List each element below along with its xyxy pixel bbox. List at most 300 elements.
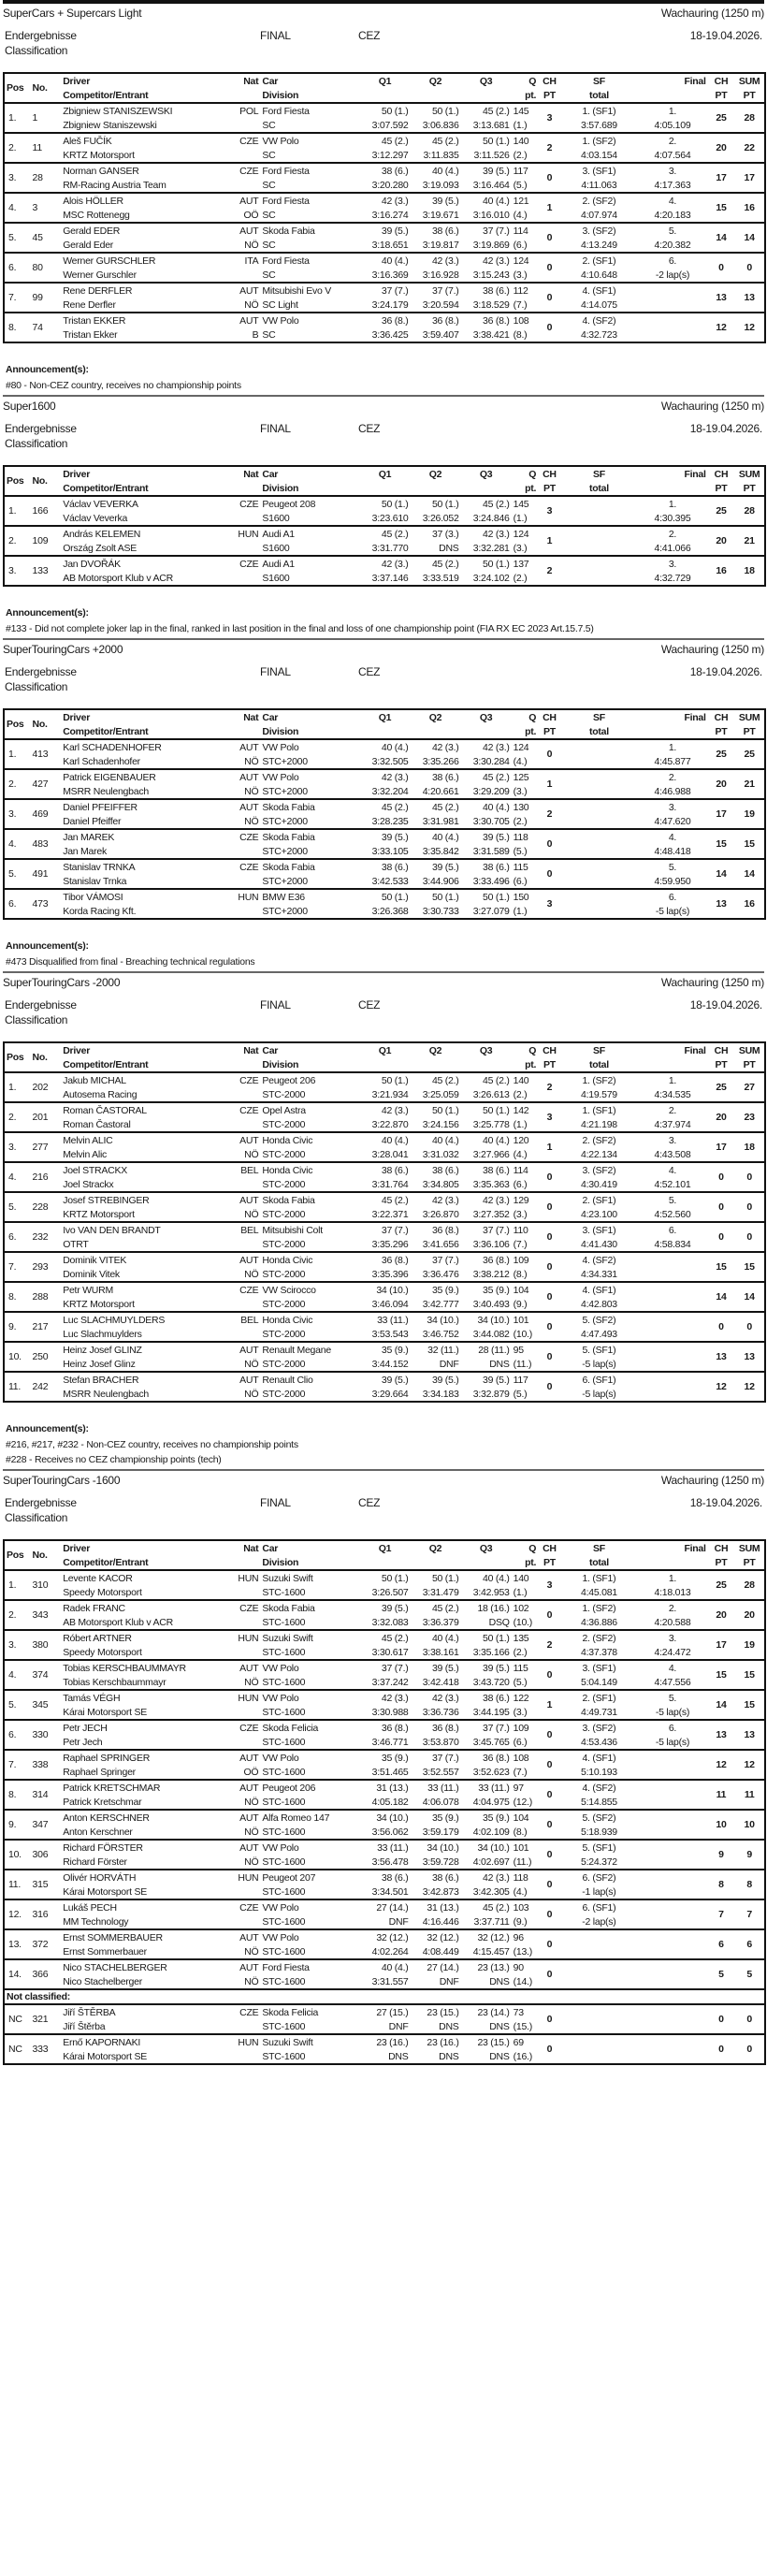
championship-points: 6 — [718, 1939, 724, 1950]
ch-q-points: 0 — [546, 172, 553, 183]
announcement-title: Announcement(s): — [6, 607, 89, 619]
car-model: Opel Astra — [262, 1104, 306, 1116]
q1-time: 3:24.179 — [371, 298, 409, 311]
q2-time: 3:11.835 — [423, 149, 459, 161]
car-number: 80 — [32, 262, 43, 273]
nationality: AUT — [239, 1254, 259, 1266]
label-de: Endergebnisse — [5, 665, 77, 678]
nationality: CZE — [239, 498, 259, 510]
announcements — [6, 607, 764, 634]
q3-points: 42 (3.) — [483, 1871, 510, 1884]
driver-name: Radek FRANC — [63, 1602, 125, 1614]
driver-name: Raphael SPRINGER — [63, 1752, 151, 1764]
final-position: 6. — [668, 1722, 677, 1734]
ch-q-points: 0 — [546, 2014, 553, 2025]
q2-time: 3:26.870 — [422, 1208, 459, 1220]
q2-time: 3:41.656 — [422, 1238, 459, 1250]
sum-points: 28 — [744, 1579, 755, 1591]
class-section — [0, 395, 767, 634]
class-title: SuperTouringCars -2000 — [3, 976, 121, 989]
q3-time: 3:26.613 — [472, 1088, 510, 1100]
q2-time: 3:59.728 — [422, 1856, 459, 1868]
table-row — [4, 1690, 765, 1720]
ch-q-points: 0 — [546, 1381, 553, 1392]
class-title: Super1600 — [3, 400, 56, 413]
q1-points: 45 (2.) — [381, 528, 409, 540]
q3-points: 33 (11.) — [478, 1782, 510, 1794]
q2-time: 3:52.557 — [422, 1766, 459, 1778]
division: STC-2000 — [262, 1388, 306, 1400]
driver-name: Norman GANSER — [63, 165, 139, 177]
q2-time: 3:34.183 — [422, 1388, 459, 1400]
region — [229, 118, 261, 133]
division: STC+2000 — [262, 905, 308, 917]
q3-time: 3:42.953 — [472, 1586, 510, 1598]
section-header — [3, 640, 764, 659]
class-title: SuperCars + Supercars Light — [3, 7, 142, 20]
col-pos: Pos — [7, 1052, 24, 1063]
nationality: CZE — [239, 1722, 259, 1734]
event-date: 18-19.04.2026. — [689, 665, 762, 678]
stage: FINAL — [260, 29, 291, 42]
col-car: Car — [262, 1044, 279, 1056]
q2-time: 3:31.479 — [422, 1586, 459, 1598]
region — [229, 1615, 261, 1630]
q3-points: 40 (4.) — [483, 1134, 510, 1146]
col-nat: Nat — [243, 1542, 259, 1554]
label-en: Classification — [5, 1013, 68, 1026]
sf-result: 1. (SF2) — [582, 1602, 616, 1614]
col-nat: Nat — [243, 711, 259, 723]
q2-time: 3:38.161 — [422, 1646, 459, 1658]
q3-points: 45 (2.) — [483, 498, 510, 510]
competitor-name: AB Motorsport Klub v ACR — [63, 1616, 173, 1628]
q1-time: 3:07.592 — [371, 119, 409, 131]
division: STC-1600 — [262, 1736, 306, 1748]
sf-result: 3. (SF1) — [582, 165, 616, 177]
championship-points: 0 — [718, 1321, 724, 1332]
table-row — [4, 1810, 765, 1840]
q-points-total: 109 — [513, 1722, 529, 1734]
q1-time: 3:37.242 — [371, 1676, 409, 1688]
sum-points: 0 — [746, 1231, 752, 1243]
driver-name: Lukáš PECH — [63, 1901, 117, 1914]
q-points-total: 124 — [513, 741, 529, 753]
sum-points: 16 — [744, 202, 755, 213]
results-table — [3, 1041, 766, 1403]
championship-points: 13 — [716, 1351, 727, 1362]
sf-result — [561, 2004, 638, 2019]
q2-time: 3:34.805 — [422, 1178, 459, 1190]
position: 3. — [8, 172, 17, 183]
sf-result — [561, 769, 638, 784]
series: CEZ — [358, 422, 381, 435]
col-no: No. — [32, 1052, 48, 1063]
competitor-name: Rene Derfler — [63, 298, 116, 311]
championship-points: 17 — [716, 172, 727, 183]
region: NÖ — [244, 1856, 259, 1868]
sum-points: 14 — [744, 1291, 755, 1303]
competitor-name: Ország Zsolt ASE — [63, 542, 137, 554]
championship-points: 20 — [716, 142, 727, 153]
col-sf-total: total — [561, 1555, 638, 1570]
car-number: 345 — [32, 1699, 49, 1710]
nationality: CZE — [239, 558, 259, 570]
driver-name: Ernst SOMMERBAUER — [63, 1931, 163, 1943]
q1-points: 40 (4.) — [381, 741, 409, 753]
region: NÖ — [244, 1826, 259, 1838]
not-classified-label: Not classified: — [4, 1989, 765, 2004]
car-model: Alfa Romeo 147 — [262, 1812, 330, 1824]
q3-time: 3:30.284 — [472, 755, 510, 767]
q3-time: 3:27.079 — [472, 905, 510, 917]
q-rank: (11.) — [513, 1856, 532, 1868]
sum-points: 25 — [744, 749, 755, 760]
q1-points: 50 (1.) — [381, 1572, 409, 1584]
q3-time: 3:25.778 — [472, 1118, 510, 1130]
q3-points: 40 (4.) — [483, 195, 510, 207]
region — [229, 1237, 261, 1252]
position: 8. — [8, 1789, 17, 1800]
q-rank: (8.) — [513, 328, 528, 341]
q3-time: 4:04.975 — [472, 1796, 510, 1808]
ch-q-points: 1 — [546, 535, 553, 546]
not-classified-header — [4, 1989, 765, 2004]
q3-time: 3:35.166 — [472, 1646, 510, 1658]
col-competitor: Competitor/Entrant — [61, 481, 229, 496]
driver-name: Tristan EKKER — [63, 314, 126, 327]
driver-name: Heinz Josef GLINZ — [63, 1344, 142, 1356]
division: STC-2000 — [262, 1268, 306, 1280]
region — [229, 844, 261, 859]
competitor-name: MSRR Neulengbach — [63, 1388, 149, 1400]
championship-points: 0 — [718, 2044, 724, 2055]
col-competitor: Competitor/Entrant — [61, 88, 229, 103]
col-competitor: Competitor/Entrant — [61, 724, 229, 739]
car-number: 166 — [32, 505, 49, 517]
col-sf: SF — [592, 1044, 605, 1056]
sf-time: 4:41.430 — [581, 1238, 617, 1250]
division: STC-2000 — [262, 1148, 306, 1160]
championship-points: 17 — [716, 1142, 727, 1153]
q3-points: 37 (7.) — [483, 1722, 510, 1734]
table-row — [4, 1072, 765, 1102]
car-model: BMW E36 — [262, 891, 305, 903]
driver-name: Jan MAREK — [63, 831, 115, 843]
results-table — [3, 708, 766, 920]
announcement-line: #133 - Did not complete joker lap in the final, ranked in last position in the final and loss of one championship point (FIA RX EC 2023 Art.15.7.5) — [6, 623, 594, 634]
final-time: 4:32.729 — [654, 572, 691, 584]
q1-time: 3:33.105 — [371, 845, 409, 857]
final-time: -5 lap(s) — [655, 1706, 690, 1718]
q2-time: 3:19.671 — [422, 209, 459, 221]
ch-q-points: 0 — [546, 1789, 553, 1800]
sf-time — [561, 2049, 638, 2064]
q2-points: 45 (2.) — [431, 1074, 459, 1086]
car-number: 99 — [32, 292, 43, 303]
sf-time — [561, 1974, 638, 1989]
q3-time: 3:44.082 — [472, 1328, 510, 1340]
car-model: Mitsubishi Evo V — [262, 284, 331, 297]
position: 13. — [8, 1939, 22, 1950]
q3-points: 50 (1.) — [483, 1632, 510, 1644]
division: STC-1600 — [262, 1676, 306, 1688]
car-model: Peugeot 206 — [262, 1782, 316, 1794]
sf-result: 3. (SF2) — [582, 1164, 616, 1176]
sf-time: 4:13.249 — [581, 239, 617, 251]
col-sf-total: total — [561, 88, 638, 103]
col-chpt-pt: PT — [708, 1555, 735, 1570]
q1-points: 23 (16.) — [376, 2036, 409, 2048]
q2-time: DNS — [439, 542, 459, 554]
q2-points: 34 (10.) — [427, 1314, 459, 1326]
q2-time: 3:35.842 — [422, 845, 459, 857]
q3-points: 23 (14.) — [477, 2006, 510, 2018]
q-rank: (1.) — [513, 1586, 528, 1598]
q1-points: 38 (6.) — [381, 861, 409, 873]
q2-time: 3:59.179 — [422, 1826, 459, 1838]
col-q2: Q2 — [428, 75, 442, 87]
sf-result: 4. (SF1) — [582, 1284, 616, 1296]
q1-points: 34 (10.) — [376, 1812, 409, 1824]
competitor-name: Autosema Racing — [63, 1088, 137, 1100]
q3-points: 32 (12.) — [477, 1931, 510, 1943]
sf-time — [561, 814, 638, 829]
car-number: 109 — [32, 535, 49, 546]
final-position — [637, 313, 707, 327]
table-row — [4, 1252, 765, 1282]
competitor-name: Daniel Pfeiffer — [63, 815, 122, 827]
competitor-name: Tobias Kerschbaummayr — [63, 1676, 166, 1688]
final-position — [637, 1750, 707, 1765]
col-final: Final — [684, 468, 706, 480]
q3-time: 3:32.281 — [472, 542, 510, 554]
championship-points: 12 — [716, 322, 727, 333]
q-points-total: 96 — [513, 1931, 524, 1943]
q3-time: 3:31.589 — [472, 845, 510, 857]
competitor-name: AB Motorsport Klub v ACR — [63, 572, 173, 584]
region: NÖ — [244, 1975, 259, 1987]
driver-name: Jiří ŠTĚRBA — [63, 2006, 116, 2018]
car-number: 347 — [32, 1819, 49, 1830]
final-time — [637, 1267, 707, 1282]
q3-points: 18 (16.) — [477, 1602, 510, 1614]
q2-points: 45 (2.) — [431, 801, 459, 813]
position: 3. — [8, 808, 17, 820]
car-number: 277 — [32, 1142, 49, 1153]
results-table — [3, 1539, 766, 2065]
ch-q-points: 0 — [546, 1609, 553, 1621]
ch-q-points: 0 — [546, 262, 553, 273]
nationality: HUN — [238, 1692, 259, 1704]
region: NÖ — [244, 1268, 259, 1280]
col-pos: Pos — [7, 719, 24, 730]
q1-time: 4:02.264 — [371, 1945, 409, 1957]
division: SC — [262, 269, 276, 281]
car-model: VW Polo — [262, 1841, 299, 1854]
q1-points: 42 (3.) — [381, 771, 409, 783]
sf-result: 4. (SF2) — [582, 1254, 616, 1266]
q-points-total: 69 — [513, 2036, 524, 2048]
division: STC-1600 — [262, 2020, 306, 2032]
q3-points: 36 (8.) — [483, 1254, 510, 1266]
championship-points: 14 — [716, 1291, 727, 1303]
q2-points: 45 (2.) — [431, 135, 459, 147]
q3-points: 38 (6.) — [483, 1692, 510, 1704]
sf-result: 2. (SF1) — [582, 1692, 616, 1704]
position: 12. — [8, 1909, 22, 1920]
car-model: Honda Civic — [262, 1134, 313, 1146]
q3-time: 3:30.705 — [472, 815, 510, 827]
q-points-total: 140 — [513, 135, 529, 147]
championship-points: 20 — [716, 535, 727, 546]
q-points-total: 130 — [513, 801, 529, 813]
championship-points: 7 — [718, 1909, 724, 1920]
q1-time: 3:30.988 — [371, 1706, 409, 1718]
driver-name: Tibor VÁMOSI — [63, 891, 123, 903]
competitor-name: Jiří Štěrba — [63, 2020, 106, 2032]
sf-result: 2. (SF2) — [582, 1134, 616, 1146]
division: STC-1600 — [262, 1646, 306, 1658]
q1-time: 3:53.543 — [371, 1328, 409, 1340]
sf-time — [561, 754, 638, 769]
q3-points: 50 (1.) — [483, 558, 510, 570]
table-row — [4, 2034, 765, 2064]
division: STC+2000 — [262, 815, 308, 827]
col-ch: CH — [543, 1044, 557, 1056]
competitor-name: Raphael Springer — [63, 1766, 136, 1778]
table-row — [4, 1840, 765, 1870]
q2-time: DNF — [439, 1358, 459, 1370]
sf-time — [561, 1944, 638, 1959]
position: 14. — [8, 1969, 22, 1980]
sf-result — [561, 1959, 638, 1974]
sf-time: -5 lap(s) — [582, 1388, 616, 1400]
ch-q-points: 0 — [546, 1261, 553, 1273]
final-time — [637, 1855, 707, 1870]
q-rank: (3.) — [513, 785, 528, 797]
position: 6. — [8, 898, 17, 910]
driver-name: Alois HÖLLER — [63, 195, 123, 207]
q-rank: (3.) — [513, 269, 528, 281]
division: STC-1600 — [262, 1915, 306, 1928]
table-row — [4, 1192, 765, 1222]
position: 2. — [8, 535, 17, 546]
q-rank: (3.) — [513, 1208, 528, 1220]
final-time: -5 lap(s) — [655, 1736, 690, 1748]
car-model: Honda Civic — [262, 1314, 313, 1326]
col-q: Q — [528, 711, 537, 723]
col-q: Q — [528, 468, 537, 480]
position: 4. — [8, 202, 17, 213]
sum-points: 6 — [746, 1939, 752, 1950]
sf-result: 2. (SF2) — [582, 195, 616, 207]
driver-name: Jakub MICHAL — [63, 1074, 126, 1086]
stage: FINAL — [260, 998, 291, 1011]
competitor-name: Melvin Alic — [63, 1148, 108, 1160]
q-rank: (5.) — [513, 845, 528, 857]
q3-points: 45 (2.) — [483, 1074, 510, 1086]
championship-points: 25 — [716, 112, 727, 124]
championship-points: 25 — [716, 505, 727, 517]
col-nat: Nat — [243, 468, 259, 480]
q2-time: 3:31.032 — [422, 1148, 459, 1160]
nationality: AUT — [239, 741, 259, 753]
final-position — [637, 283, 707, 298]
nationality: HUN — [238, 1871, 259, 1884]
q1-points: 42 (3.) — [381, 1692, 409, 1704]
final-position — [637, 1282, 707, 1297]
section-subheader — [3, 415, 764, 435]
nationality: AUT — [239, 1344, 259, 1356]
car-model: Suzuki Swift — [262, 1632, 313, 1644]
q-points-total: 104 — [513, 1812, 529, 1824]
q2-points: 37 (3.) — [431, 528, 459, 540]
q3-points: 42 (3.) — [483, 741, 510, 753]
sf-result: 6. (SF2) — [582, 1871, 616, 1884]
col-ch-pt: PT — [538, 724, 560, 739]
car-model: Audi A1 — [262, 558, 295, 570]
car-number: 321 — [32, 2014, 49, 2025]
q-rank: (2.) — [513, 815, 528, 827]
table-row — [4, 163, 765, 193]
q-rank: (6.) — [513, 239, 528, 251]
label-de: Endergebnisse — [5, 422, 77, 435]
final-position — [637, 2034, 707, 2049]
position: 7. — [8, 1261, 17, 1273]
nationality: HUN — [238, 1632, 259, 1644]
championship-points: 15 — [716, 1261, 727, 1273]
final-position: 4. — [668, 195, 677, 207]
sum-points: 22 — [744, 142, 755, 153]
final-time: 4:41.066 — [654, 542, 691, 554]
col-q2: Q2 — [428, 1044, 442, 1056]
q-rank: (11.) — [513, 1358, 532, 1370]
ch-q-points: 0 — [546, 1849, 553, 1860]
final-time: 4:30.395 — [654, 512, 691, 524]
q-rank: (13.) — [513, 1945, 532, 1957]
region — [229, 1117, 261, 1132]
q2-points: 39 (5.) — [431, 195, 459, 207]
sum-points: 12 — [744, 322, 755, 333]
q1-time: 3:31.557 — [371, 1975, 409, 1987]
competitor-name: KRTZ Motorsport — [63, 1208, 135, 1220]
q3-time: 3:16.010 — [472, 209, 510, 221]
col-sf-total: total — [561, 481, 638, 496]
ch-q-points: 1 — [546, 779, 553, 790]
division: SC — [262, 328, 276, 341]
car-model: Audi A1 — [262, 528, 295, 540]
championship-points: 0 — [718, 1172, 724, 1183]
sum-points: 28 — [744, 112, 755, 124]
q-points-total: 140 — [513, 1572, 529, 1584]
q1-points: 42 (3.) — [381, 1104, 409, 1116]
col-chpt: CH — [714, 75, 729, 87]
q1-time: 3:35.296 — [371, 1238, 409, 1250]
section-header — [3, 4, 764, 22]
championship-points: 16 — [716, 565, 727, 576]
division: STC+2000 — [262, 785, 308, 797]
col-competitor: Competitor/Entrant — [61, 1057, 229, 1072]
table-row — [4, 829, 765, 859]
car-model: Honda Civic — [262, 1254, 313, 1266]
division: STC-1600 — [262, 1766, 306, 1778]
q2-time: 3:31.981 — [422, 815, 459, 827]
table-row — [4, 739, 765, 769]
q3-points: 23 (13.) — [477, 1961, 510, 1973]
q3-points: 37 (7.) — [483, 225, 510, 237]
q1-time: 3:51.465 — [371, 1766, 409, 1778]
